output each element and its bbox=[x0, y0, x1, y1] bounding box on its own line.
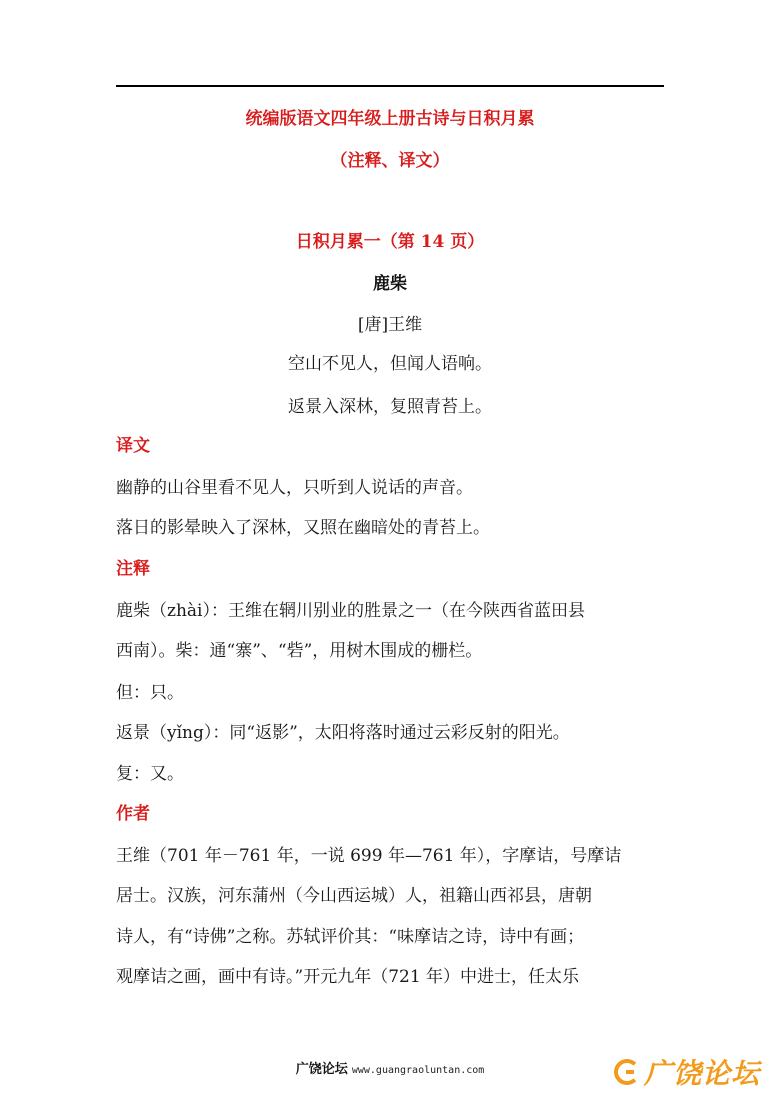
footer-url[interactable]: www.guangraoluntan.com bbox=[351, 1065, 485, 1076]
notes-line: 鹿柴（zhài）：王维在辋川别业的胜景之一（在今陕西省蓝田县 bbox=[116, 601, 585, 621]
notes-line: 但：只。 bbox=[116, 683, 184, 703]
author-heading: 作者 bbox=[116, 804, 150, 824]
site-logo bbox=[614, 1052, 760, 1092]
translation-line: 落日的影晕映入了深林，又照在幽暗处的青苔上。 bbox=[116, 518, 490, 538]
poem-title: 鹿柴 bbox=[373, 274, 407, 294]
notes-line: 复：又。 bbox=[116, 764, 184, 784]
translation-line: 幽静的山谷里看不见人，只听到人说话的声音。 bbox=[116, 478, 473, 498]
logo-text: 广饶论坛 bbox=[644, 1057, 761, 1090]
notes-line: 西南）。柴：通“寨”、“砦”，用树木围成的栅栏。 bbox=[116, 641, 483, 661]
header-rule bbox=[116, 85, 664, 87]
author-line: 观摩诘之画，画中有诗。”开元九年（721 年）中进士，任太乐 bbox=[116, 967, 580, 987]
author-line: 王维（701 年－761 年，一说 699 年—761 年），字摩诘，号摩诘 bbox=[116, 846, 622, 866]
notes-heading: 注释 bbox=[116, 559, 150, 579]
document-title: 统编版语文四年级上册古诗与日积月累 bbox=[245, 109, 535, 129]
document-subtitle: （注释、译文） bbox=[330, 151, 450, 171]
section-title: 日积月累一（第 14 页） bbox=[295, 232, 485, 252]
author-line: 居士。汉族，河东蒲州（今山西运城）人，祖籍山西祁县，唐朝 bbox=[116, 886, 592, 906]
notes-line: 返景（yǐng）：同“返影”，太阳将落时通过云彩反射的阳光。 bbox=[116, 723, 570, 743]
author-line: 诗人，有“诗佛”之称。苏轼评价其：“味摩诘之诗，诗中有画； bbox=[116, 927, 585, 947]
logo-icon bbox=[614, 1059, 640, 1085]
poem-author: [唐]王维 bbox=[357, 315, 423, 335]
translation-heading: 译文 bbox=[116, 436, 150, 456]
footer-brand: 广饶论坛 bbox=[295, 1062, 348, 1077]
poem-line: 空山不见人，但闻人语响。 bbox=[288, 354, 492, 374]
poem-line: 返景入深林，复照青苔上。 bbox=[288, 397, 492, 417]
